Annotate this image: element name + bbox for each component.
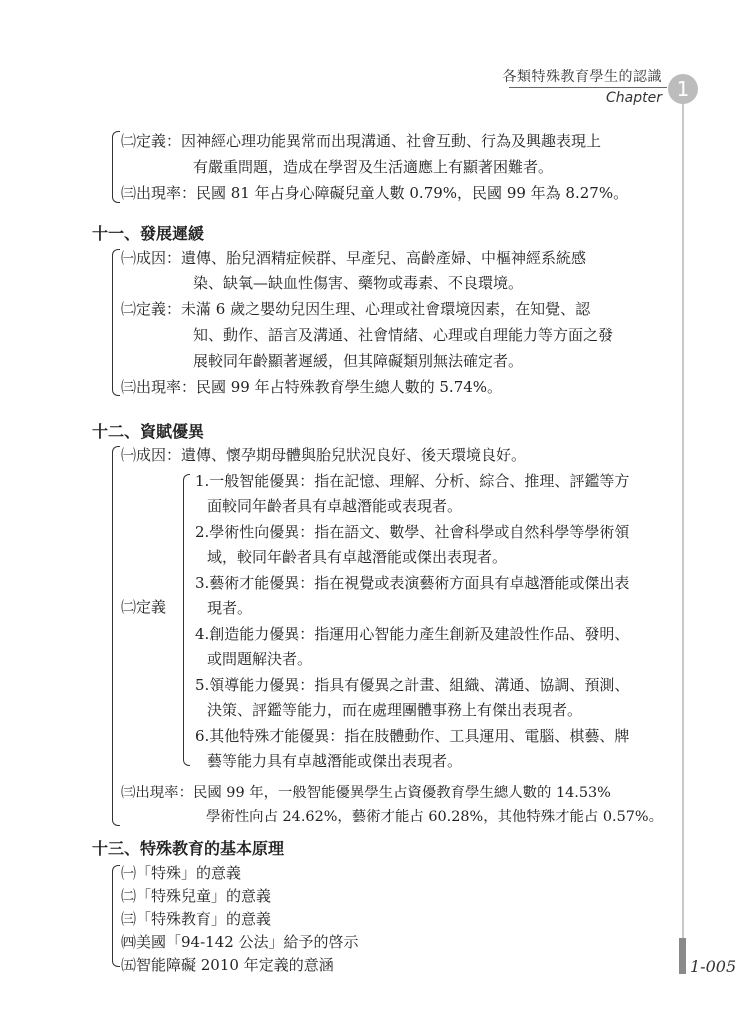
list-item: ㈤智能障礙 2010 年定義的意涵 [121,956,334,974]
bracket-top-section [112,131,120,203]
definition-line-2: 有嚴重問題，造成在學習及生活適應上有顯著困難者。 [193,158,554,176]
bracket-section-11 [112,249,120,396]
bracket-section-13 [112,865,120,967]
subitem-5-line-1: 5.領導能力優異：指具有優異之計畫、組織、溝通、協調、預測、 [195,676,630,694]
subitem-2-line-2: 域，較同年齡者具有卓越潛能或傑出表現者。 [207,548,508,566]
page-number: 1-005 [690,957,737,976]
chapter-number-badge: 1 [668,74,698,104]
section-12-heading: 十二、資賦優異 [92,422,205,441]
subitem-6-line-1: 6.其他特殊才能優異：指在肢體動作、工具運用、電腦、棋藝、牌 [195,727,630,745]
s11-cause-line-1: ㈠成因：遺傳、胎兒酒精症候群、早產兒、高齡產婦、中樞神經系統感 [121,249,587,267]
header-rule [509,87,667,88]
section-13-heading: 十三、特殊教育的基本原理 [92,839,285,858]
s12-definition-label: ㈡定義 [121,598,167,616]
margin-rule [682,104,684,939]
subitem-1-line-1: 1.一般智能優異：指在記憶、理解、分析、綜合、推理、評鑑等方 [195,472,630,490]
definition-line-1: ㈡定義：因神經心理功能異常而出現溝通、社會互動、行為及興趣表現上 [121,132,602,150]
section-11-heading: 十一、發展遲緩 [92,224,205,243]
s11-definition-line-1: ㈡定義：未滿 6 歲之嬰幼兒因生理、心理或社會環境因素，在知覺、認 [121,300,591,318]
s11-definition-line-3: 展較同年齡顯著遲緩，但其障礙類別無法確定者。 [193,352,524,370]
bracket-section-12 [112,446,120,826]
list-item: ㈡「特殊兒童」的意義 [121,887,272,905]
subitem-4-line-1: 4.創造能力優異：指運用心智能力產生創新及建設性作品、發明、 [195,625,630,643]
s12-prevalence-line-1: ㈢出現率：民國 99 年，一般智能優異學生占資優教育學生總人數的 14.53% [121,785,611,801]
prevalence-line: ㈢出現率：民國 81 年占身心障礙兒童人數 0.79%，民國 99 年為 8.27%。 [121,184,629,202]
subitem-4-line-2: 或問題解決者。 [207,650,313,668]
subitem-5-line-2: 決策、評鑑等能力，而在處理團體事務上有傑出表現者。 [207,701,583,719]
s12-cause-line: ㈠成因：遺傳、懷孕期母體與胎兒狀況良好、後天環境良好。 [121,446,527,464]
list-item: ㈠「特殊」的意義 [121,864,242,882]
subitem-3-line-2: 現者。 [207,599,253,617]
s11-definition-line-2: 知、動作、語言及溝通、社會情緒、心理或自理能力等方面之發 [193,326,614,344]
page-tab-marker [679,938,686,974]
s12-prevalence-line-2: 學術性向占 24.62%，藝術才能占 60.28%，其他特殊才能占 0.57%。 [206,809,663,825]
s11-cause-line-2: 染、缺氧—缺血性傷害、藥物或毒素、不良環境。 [193,274,524,292]
running-header-chapter: Chapter [606,90,662,106]
list-item: ㈣美國「94-142 公法」給予的啓示 [121,933,359,951]
subitem-6-line-2: 藝等能力具有卓越潛能或傑出表現者。 [207,752,463,770]
subitem-3-line-1: 3.藝術才能優異：指在視覺或表演藝術方面具有卓越潛能或傑出表 [195,574,630,592]
subitem-1-line-2: 面較同年齡者具有卓越潛能或表現者。 [207,497,463,515]
bracket-definition-subitems [183,474,190,766]
running-header-title: 各類特殊教育學生的認識 [502,69,662,85]
list-item: ㈢「特殊教育」的意義 [121,910,272,928]
subitem-2-line-1: 2.學術性向優異：指在語文、數學、社會科學或自然科學等學術領 [195,523,630,541]
s11-prevalence-line: ㈢出現率：民國 99 年占特殊教育學生總人數的 5.74%。 [121,378,503,396]
